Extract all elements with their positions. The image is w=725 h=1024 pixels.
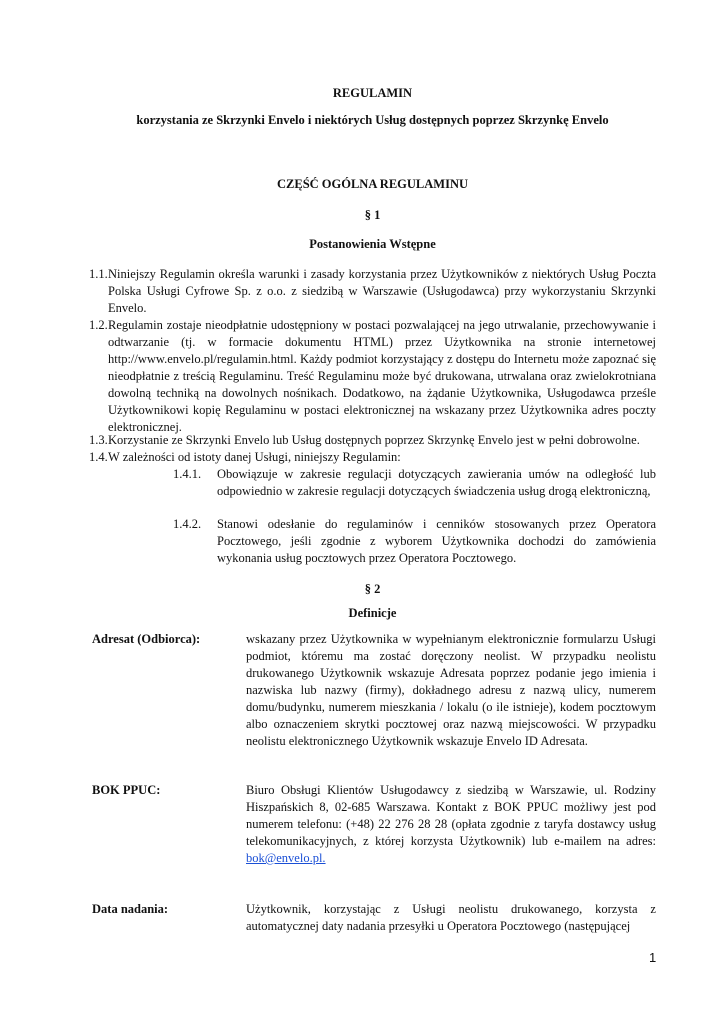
definition-term: BOK PPUC:	[92, 783, 161, 797]
item-text: Niniejszy Regulamin określa warunki i zasady korzystania przez Użytkowników z niektórych Usług Poczta Polska Usługi Cyfrowe Sp. z o.o. z siedzibą w Warszawie (Usługodawca) przy wykorzystaniu Skrzynki Envelo.	[108, 267, 656, 315]
definition-body	[246, 782, 656, 867]
subitem-text: Stanowi odesłanie do regulaminów i cenników stosowanych przez Operatora Pocztowego, jeśli zgodnie z wyborem Użytkownika dochodzi do zamówienia wykonania usług pocztowych przez Operatora Pocztowego.	[217, 517, 656, 565]
document-subtitle: korzystania ze Skrzynki Envelo i niektórych Usług dostępnych poprzez Skrzynkę Envelo	[136, 113, 609, 127]
definition-text: Biuro Obsługi Klientów Usługodawcy z siedzibą w Warszawie, ul. Rodziny Hiszpańskich 8, 02-685 Warszawa. Kontakt z BOK PPUC możliwy jest pod numerem telefonu: (+48) 22 276 28 28 (opłata zgodnie z taryfa dostawcy usług telekomunikacyjnych, z której korzysta Użytkownik) lub e-mailem na adres:	[246, 783, 656, 848]
subitem-text: Obowiązuje w zakresie regulacji dotyczących zawierania umów na odległość lub odpowiednio w zakresie regulacji dotyczących świadczenia usług drogą elektroniczną,	[217, 467, 656, 498]
item-text: Regulamin zostaje nieodpłatnie udostępniony w postaci pozwalającej na jego utrwalanie, przechowywanie i odtwarzanie (tj. w formacie dokumentu HTML) przez Użytkownika na stronie internetowej http://www.envelo.pl/regulamin.html. Każdy podmiot korzystający z dostępu do Internetu może zapoznać się nieodpłatnie z treścią Regulaminu. Treść Regulaminu może być drukowana, utrwalana oraz zwielokrotniana dowolną techniką na dowolnych nośnikach. Dodatkowo, na żądanie Użytkownika, Usługodawca prześle Użytkownikowi kopię Regulaminu w postaci elektronicznej na wskazany przez Użytkownika adres poczty elektronicznej.	[108, 318, 656, 434]
document-title: REGULAMIN	[332, 86, 413, 100]
email-link[interactable]: bok@envelo.pl.	[246, 851, 326, 865]
definition-term: Data nadania:	[92, 902, 169, 916]
item-number: 1.3.	[89, 433, 108, 447]
item-number: 1.2.	[89, 318, 108, 332]
item-number: 1.4.	[89, 450, 108, 464]
subitem-number: 1.4.1.	[173, 467, 202, 481]
definition-text: Użytkownik, korzystając z Usługi neolistu drukowanego, korzysta z automatycznej daty nadania przesyłki u Operatora Pocztowego (następującej	[246, 902, 656, 933]
part-heading: CZĘŚĆ OGÓLNA REGULAMINU	[277, 177, 468, 191]
item-text: Korzystanie ze Skrzynki Envelo lub Usług dostępnych poprzez Skrzynkę Envelo jest w pełni dobrowolne.	[108, 433, 640, 447]
section-2-heading: Definicje	[348, 606, 397, 620]
section-2-mark: § 2	[364, 582, 381, 596]
definition-term: Adresat (Odbiorca):	[92, 632, 201, 646]
definition-text: wskazany przez Użytkownika w wypełnianym elektronicznie formularzu Usługi podmiot, któremu ma zostać doręczony neolist. W przypadku neolistu drukowanego Użytkownik wskazuje Adresata poprzez podanie jego imienia i nazwiska lub nazwy (firmy), dokładnego adresu z nazwą ulicy, numerem domu/budynku, numerem mieszkania / lokalu (o ile istnieje), kodem pocztowym albo oznaczeniem skrytki pocztowej oraz nazwą miejscowości. W przypadku neolistu elektronicznego Użytkownik wskazuje Envelo ID Adresata.	[246, 632, 656, 748]
page-number: 1	[649, 950, 657, 965]
subitem-number: 1.4.2.	[173, 517, 202, 531]
item-text: W zależności od istoty danej Usługi, niniejszy Regulamin:	[108, 450, 401, 464]
section-1-heading: Postanowienia Wstępne	[309, 237, 436, 251]
section-1-mark: § 1	[364, 208, 381, 222]
item-number: 1.1.	[89, 267, 108, 281]
